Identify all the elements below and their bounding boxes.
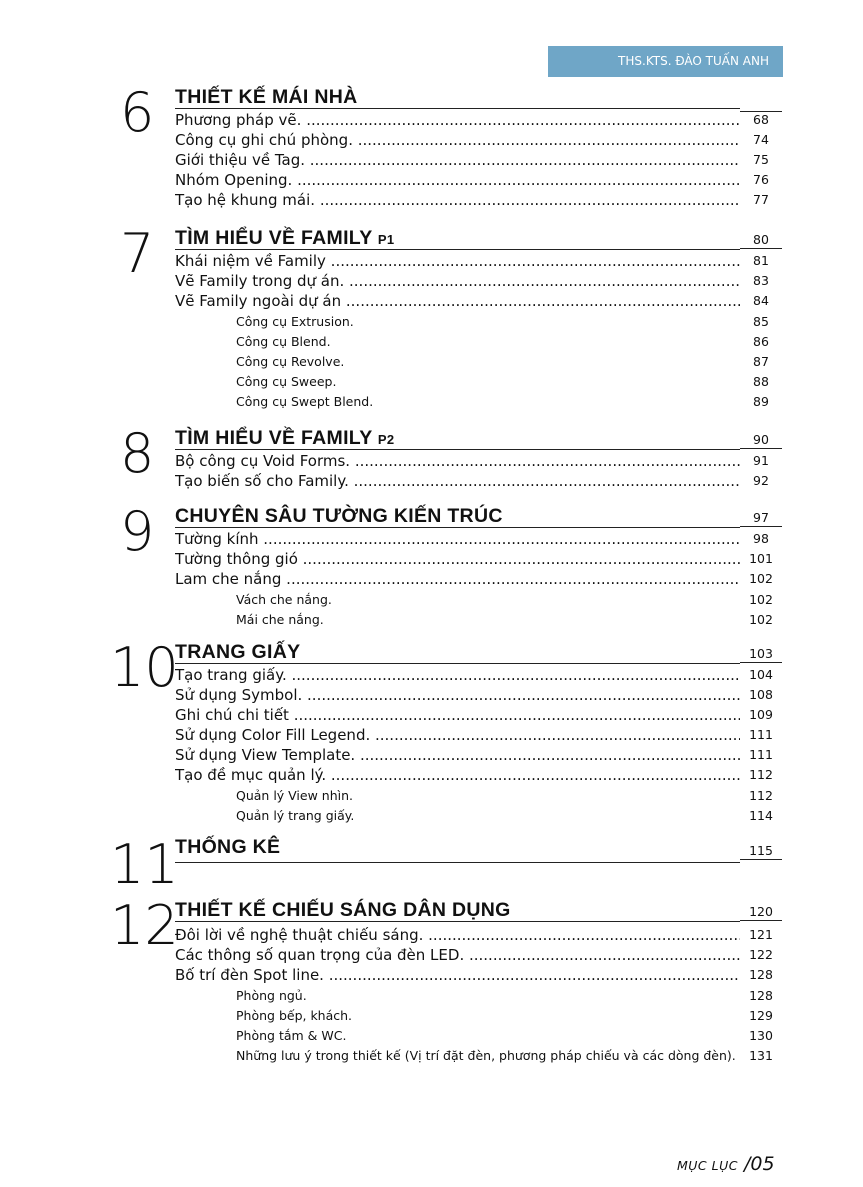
toc-entry[interactable]: Công cụ ghi chú phòng. ..... 74	[175, 130, 782, 150]
chapter-title: THIẾT KẾ CHIẾU SÁNG DÂN DỤNG	[175, 899, 511, 921]
toc-subentry[interactable]: Phòng bếp, khách. 129	[236, 1008, 773, 1023]
chapter-rule	[175, 108, 740, 109]
toc-entry[interactable]: Tạo hệ khung mái. ..... 77	[175, 190, 782, 210]
toc-subentry[interactable]: Công cụ Extrusion. 85	[236, 314, 769, 329]
chapter-title: TÌM HIỂU VỀ FAMILY P2	[175, 427, 395, 449]
toc-subentry[interactable]: Quản lý View nhìn. 112	[236, 788, 773, 803]
toc-entry[interactable]: Lam che nắng ..... 102	[175, 569, 782, 589]
toc-subentry[interactable]: Công cụ Blend. 86	[236, 334, 769, 349]
chapter-page[interactable]: 115	[740, 842, 782, 860]
footer-section-label: MỤC LỤC	[677, 1158, 738, 1173]
chapter-number: 9	[120, 500, 155, 563]
chapter-title: CHUYÊN SÂU TƯỜNG KIẾN TRÚC	[175, 505, 503, 527]
chapter-number: 7	[120, 222, 155, 285]
chapter-rule	[175, 921, 740, 922]
chapter-rule	[175, 663, 740, 664]
chapter-rule	[175, 249, 740, 250]
toc-entry[interactable]: Bộ công cụ Void Forms. ..... 91	[175, 451, 782, 471]
toc-subentry[interactable]: Quản lý trang giấy. 114	[236, 808, 773, 823]
toc-entry[interactable]: Tạo đề mục quản lý. ..... 112	[175, 765, 782, 785]
chapter-page[interactable]: 103	[740, 645, 782, 663]
toc-entry[interactable]: Giới thiệu về Tag. ..... 75	[175, 150, 782, 170]
toc-subentry[interactable]: Những lưu ý trong thiết kế (Vị trí đặt đèn, phương pháp chiếu và các dòng đèn). 131	[236, 1048, 773, 1063]
toc-entry[interactable]: Sử dụng Symbol. ..... 108	[175, 685, 782, 705]
toc-subentry[interactable]: Công cụ Swept Blend. 89	[236, 394, 769, 409]
toc-entry[interactable]: Các thông số quan trọng của đèn LED. ..... 122	[175, 945, 782, 965]
toc-subentry[interactable]: Phòng ngủ. 128	[236, 988, 773, 1003]
chapter-page-line	[740, 90, 782, 112]
chapter-number: 10	[110, 636, 179, 699]
chapter-title: THỐNG KÊ	[175, 836, 281, 858]
toc-entry[interactable]: Vẽ Family ngoài dự án ..... 84	[175, 291, 782, 311]
toc-entry[interactable]: Khái niệm về Family ..... 81	[175, 251, 782, 271]
toc-entry[interactable]: Ghi chú chi tiết ..... 109	[175, 705, 782, 725]
chapter-number: 6	[120, 81, 155, 144]
toc-entry[interactable]: Tường kính ..... 98	[175, 529, 782, 549]
toc-entry[interactable]: Bố trí đèn Spot line. ..... 128	[175, 965, 782, 985]
toc-subentry[interactable]: Phòng tắm & WC. 130	[236, 1028, 773, 1043]
author-name: THS.KTS. ĐÀO TUẤN ANH	[618, 54, 769, 68]
page-footer	[677, 1153, 775, 1175]
toc-subentry[interactable]: Công cụ Revolve. 87	[236, 354, 769, 369]
chapter-title: TÌM HIỂU VỀ FAMILY P1	[175, 227, 395, 249]
toc-entry[interactable]: Sử dụng View Template. ..... 111	[175, 745, 782, 765]
chapter-title: THIẾT KẾ MÁI NHÀ	[175, 86, 358, 108]
chapter-page[interactable]: 80	[740, 231, 782, 249]
footer-page-number: /05	[743, 1153, 775, 1175]
chapter-title: TRANG GIẤY	[175, 641, 301, 663]
toc-subentry[interactable]: Công cụ Sweep. 88	[236, 374, 769, 389]
chapter-rule	[175, 449, 740, 450]
chapter-number: 11	[110, 833, 179, 896]
toc-entry[interactable]: Vẽ Family trong dự án. ..... 83	[175, 271, 782, 291]
chapter-rule	[175, 862, 740, 863]
toc-entry[interactable]: Đôi lời về nghệ thuật chiếu sáng. ..... 121	[175, 925, 782, 945]
toc-entry[interactable]: Phương pháp vẽ. ..... 68	[175, 110, 782, 130]
chapter-page[interactable]: 120	[740, 903, 782, 921]
toc-entry[interactable]: Nhóm Opening. ..... 76	[175, 170, 782, 190]
toc-entry[interactable]: Sử dụng Color Fill Legend. ..... 111	[175, 725, 782, 745]
chapter-page[interactable]: 97	[740, 509, 782, 527]
chapter-number: 12	[110, 894, 179, 957]
toc-subentry[interactable]: Vách che nắng. 102	[236, 592, 773, 607]
chapter-number: 8	[120, 422, 155, 485]
toc-entry[interactable]: Tạo trang giấy. ..... 104	[175, 665, 782, 685]
toc-entry[interactable]: Tường thông gió ..... 101	[175, 549, 782, 569]
toc-subentry[interactable]: Mái che nắng. 102	[236, 612, 773, 627]
toc-entry[interactable]: Tạo biến số cho Family. ..... 92	[175, 471, 782, 491]
chapter-page[interactable]: 90	[740, 431, 782, 449]
chapter-rule	[175, 527, 740, 528]
author-banner	[548, 46, 783, 77]
